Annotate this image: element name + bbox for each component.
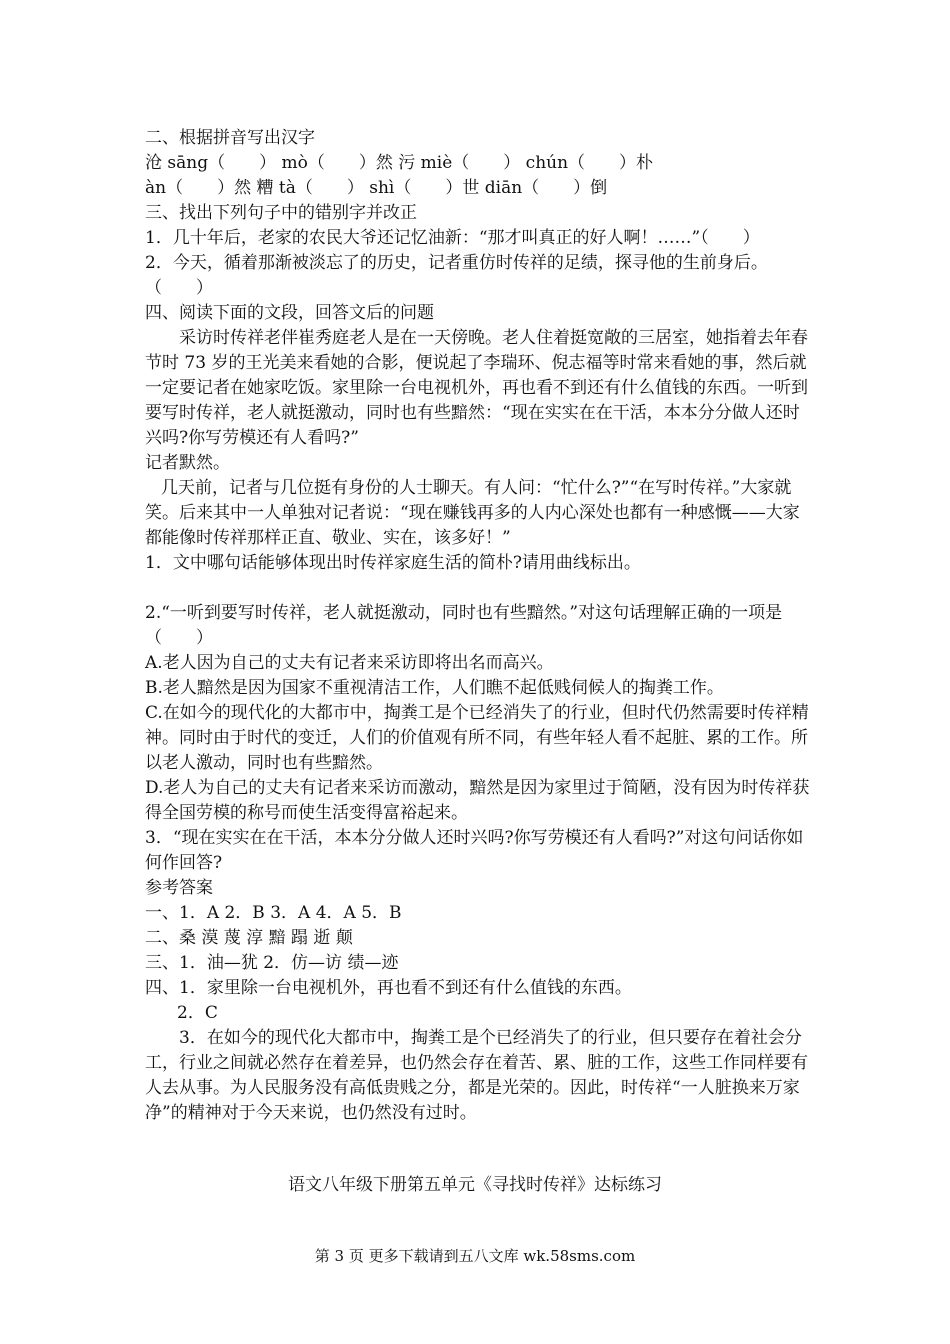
document-body [145,126,813,1126]
section4-heading: 四、阅读下面的文段，回答文后的问题 [145,303,434,323]
answer-3: 三、1．油—犹 2．仿—访 绩—迹 [145,953,399,973]
pinyin-line-2: àn（ ）然 糟 tà（ ） shì（ ）世 diān（ ）倒 [145,178,608,198]
option-b: B.老人黯然是因为国家不重视清洁工作，人们瞧不起低贱伺候人的掏粪工作。 [145,678,724,698]
reading-question-2: 2.“一听到要写时传祥，老人就挺激动，同时也有些黯然。”对这句话理解正确的一项是（ ） [145,603,783,648]
section3-heading: 三、找出下列句子中的错别字并改正 [145,203,417,223]
blank-space [145,576,813,601]
reading-question-1: 1．文中哪句话能够体现出时传祥家庭生活的简朴?请用曲线标出。 [145,553,641,573]
typo-question-2: 2．今天，循着那渐被淡忘了的历史，记者重仿时传祥的足绩，探寻他的生前身后。（ ） [145,253,768,298]
answer-4-3: 3．在如今的现代化大都市中，掏粪工是个已经消失了的行业，但只要存在着社会分工，行业之间就必然存在着差异，也仍然会存在着苦、累、脏的工作，这些工作同样要有人去从事。为人民服务没有高低贵贱之分，都是光荣的。因此，时传祥“一人脏换来万家净”的精神对于今天来说，也仍然没有过时。 [145,1028,808,1123]
option-d: D.老人为自己的丈夫有记者来采访而激动，黯然是因为家里过于简陋，没有因为时传祥获得全国劳模的称号而使生活变得富裕起来。 [145,778,810,823]
typo-question-1: 1．几十年后，老家的农民大爷还记忆油新：“那才叫真正的好人啊！……”（ ） [145,228,760,248]
pinyin-line-1: 沧 sāng（ ） mò（ ）然 污 miè（ ） chún（ ）朴 [145,153,654,173]
document-title: 语文八年级下册第五单元《寻找时传祥》达标练习 [288,1175,662,1195]
answer-4-1: 四、1．家里除一台电视机外，再也看不到还有什么值钱的东西。 [145,978,632,998]
reading-paragraph-3: 几天前，记者与几位挺有身份的人士聊天。有人问：“忙什么?”“在写时传祥。”大家就笑。后来其中一人单独对记者说：“现在赚钱再多的人内心深处也都有一种感慨——大家都能像时传祥那样正直、敬业、实在，该多好！” [145,478,800,548]
section2-heading: 二、根据拼音写出汉字 [145,128,315,148]
answers-heading: 参考答案 [145,878,213,898]
answer-4-2: 2．C [177,1003,218,1023]
reading-paragraph-2: 记者默然。 [145,453,230,473]
reading-paragraph-1: 采访时传祥老伴崔秀庭老人是在一天傍晚。老人住着挺宽敞的三居室，她指着去年春节时 73 岁的王光美来看她的合影，便说起了李瑞环、倪志福等时常来看她的事，然后就一定要记者在她家吃饭。家里除一台电视机外，再也看不到还有什么值钱的东西。一听到要写时传祥，老人就挺激动，同时也有些黯然：“现在实实在在干活，本本分分做人还时兴吗?你写劳模还有人看吗?” [145,328,808,448]
option-a: A.老人因为自己的丈夫有记者来采访即将出名而高兴。 [145,653,554,673]
reading-question-3: 3．“现在实实在在干活，本本分分做人还时兴吗?你写劳模还有人看吗?”对这句问话你如何作回答? [145,828,804,873]
answer-2: 二、桑 漠 蔑 淳 黯 蹋 逝 颠 [145,928,353,948]
answer-1: 一、1．A 2．B 3．A 4．A 5．B [145,903,402,923]
option-c: C.在如今的现代化的大都市中，掏粪工是个已经消失了的行业，但时代仍然需要时传祥精神。同时由于时代的变迁，人们的价值观有所不同，有些年轻人看不起脏、累的工作。所以老人激动，同时也有些黯然。 [145,703,809,773]
page-footer: 第 3 页 更多下载请到五八文库 wk.58sms.com [314,1247,636,1265]
